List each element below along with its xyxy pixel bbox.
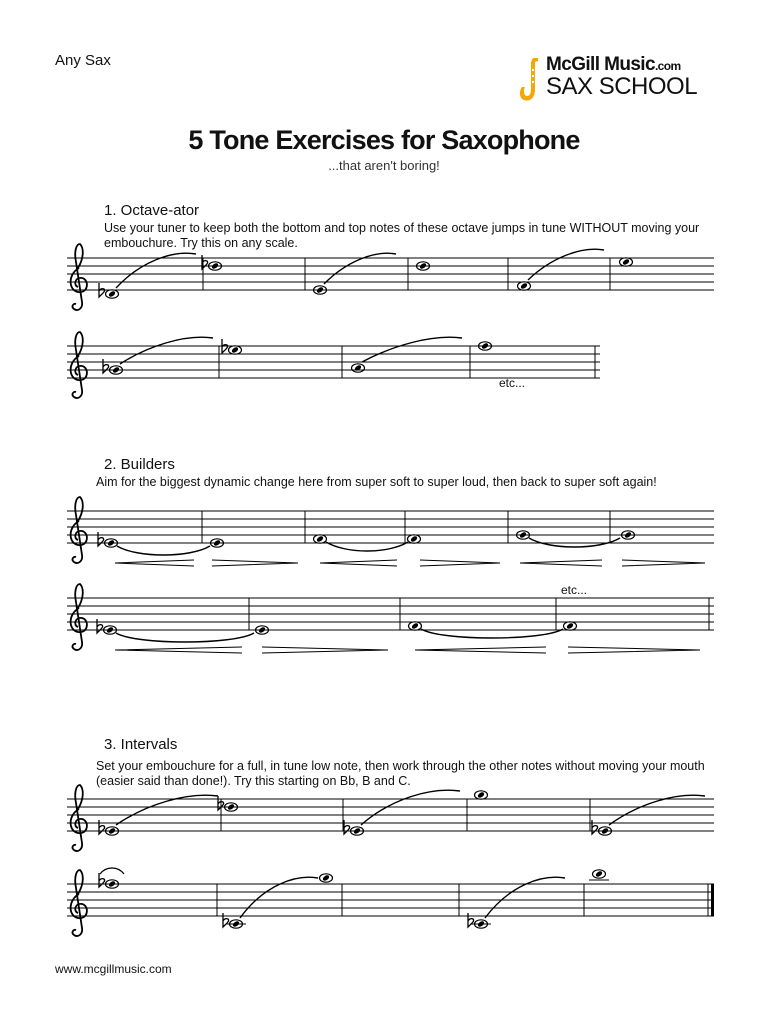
crescendo-hairpin: [520, 560, 602, 566]
whole-note: [409, 622, 422, 630]
slur: [361, 790, 460, 825]
whole-note: [475, 791, 488, 799]
flat-icon: [103, 359, 109, 373]
treble-clef-icon: [71, 244, 87, 310]
treble-clef-icon: [71, 497, 87, 563]
slur: [362, 337, 462, 362]
tie: [117, 546, 210, 555]
tie: [100, 868, 124, 874]
whole-note: [106, 290, 119, 298]
slur: [485, 877, 565, 918]
slur: [528, 249, 604, 280]
slur: [116, 795, 218, 825]
slur: [116, 253, 196, 288]
section-title-intervals: 3. Intervals: [104, 736, 178, 753]
crescendo-hairpin: [415, 647, 546, 653]
whole-note: [593, 870, 606, 878]
whole-note: [408, 535, 421, 543]
footer-url: www.mcgillmusic.com: [55, 962, 172, 976]
etc-label-1: etc...: [499, 376, 526, 390]
staves: [67, 244, 714, 936]
slur: [609, 795, 705, 825]
flat-icon: [98, 532, 104, 546]
logo-wordmark: McGill Music.com: [546, 54, 681, 75]
slur: [240, 877, 318, 918]
crescendo-hairpin: [115, 647, 242, 653]
whole-note: [620, 258, 633, 266]
crescendo-hairpin: [115, 560, 194, 566]
diminuendo-hairpin: [420, 560, 500, 566]
section-description-octave-ator: Use your tuner to keep both the bottom and top notes of these octave jumps in tune WITHOUT moving your embouchure. Try this on any scale.: [104, 221, 700, 250]
whole-note: [320, 874, 333, 882]
diminuendo-hairpin: [212, 560, 298, 566]
diminuendo-hairpin: [262, 647, 388, 653]
flat-icon: [97, 619, 103, 633]
flat-icon: [468, 913, 474, 927]
logo-subtitle: SAX SCHOOL: [546, 73, 698, 100]
section-description-intervals: Set your embouchure for a full, in tune low note, then work through the other notes without moving your mouth (easier said than done!). Try this starting on Bb, B and C.: [96, 759, 705, 788]
page-subtitle: ...that aren't boring!: [328, 158, 440, 173]
treble-clef-icon: [71, 332, 87, 398]
page-title: 5 Tone Exercises for Saxophone: [188, 125, 580, 155]
section-title-octave-ator: 1. Octave-ator: [104, 202, 200, 219]
treble-clef-icon: [71, 785, 87, 851]
tie: [529, 538, 620, 547]
section-title-builders: 2. Builders: [104, 456, 175, 473]
final-bar: [711, 884, 714, 916]
flat-icon: [592, 820, 598, 834]
whole-note: [352, 364, 365, 372]
crescendo-hairpin: [320, 560, 397, 566]
instrument-label: Any Sax: [55, 52, 111, 69]
whole-note: [314, 535, 327, 543]
flat-icon: [223, 913, 229, 927]
diminuendo-hairpin: [568, 647, 700, 653]
flat-icon: [99, 873, 105, 887]
tie: [116, 633, 254, 642]
treble-clef-icon: [71, 584, 87, 650]
whole-note: [229, 346, 242, 354]
flat-icon: [99, 820, 105, 834]
section-description-builders: Aim for the biggest dynamic change here from super soft to super loud, then back to super soft again!: [96, 475, 657, 489]
whole-note: [564, 622, 577, 630]
diminuendo-hairpin: [622, 560, 705, 566]
whole-note: [518, 282, 531, 290]
treble-clef-icon: [71, 870, 87, 936]
slur: [120, 337, 213, 364]
flat-icon: [344, 820, 350, 834]
etc-label-2: etc...: [561, 583, 588, 597]
